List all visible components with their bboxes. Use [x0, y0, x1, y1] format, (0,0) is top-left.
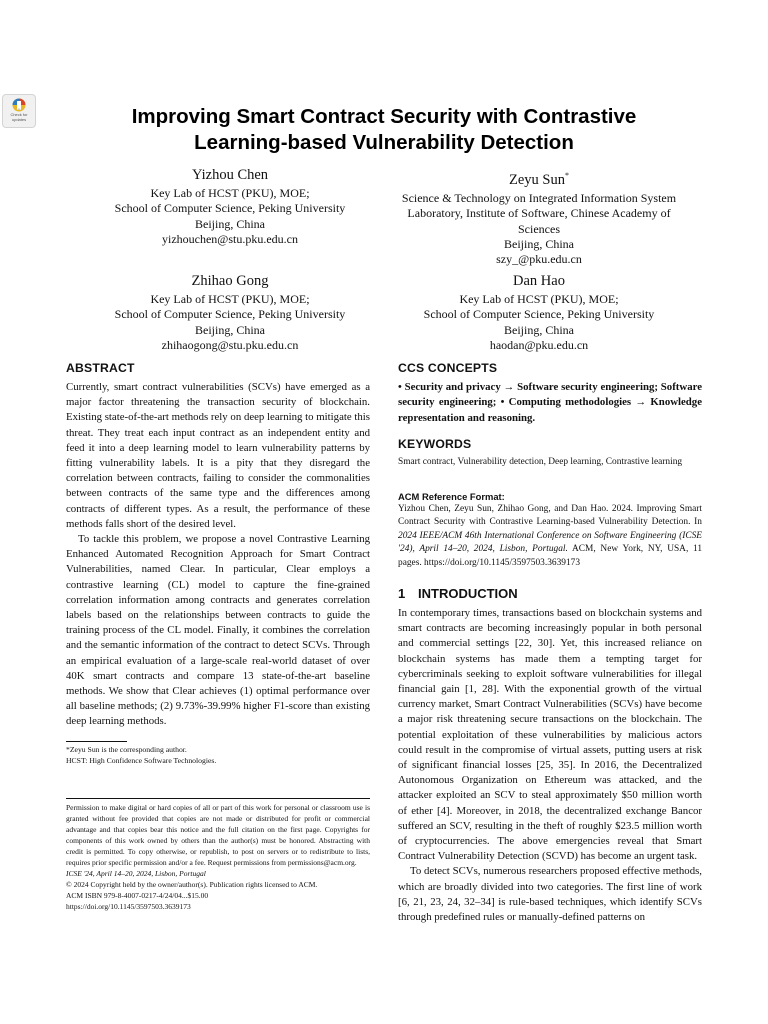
check-for-updates-badge[interactable]	[2, 94, 36, 128]
ccs-heading: CCS CONCEPTS	[398, 361, 498, 375]
acm-reference-text: Yizhou Chen, Zeyu Sun, Zhihao Gong, and Dan Hao. 2024. Improving Smart Contract Security with Contrastive Learning-based Vulnerability Detection. In 2024 IEEE/ACM 46th International Conference on Software Engineering (ICSE '24), April 14–20, 2024, Lisbon, Portugal. ACM, New York, NY, USA, 11 pages. https://doi.org/10.1145/3597503.3639173	[398, 504, 703, 568]
footnote-hcst: HCST: High Confidence Software Technologies.	[66, 756, 217, 765]
abstract-section	[66, 361, 370, 730]
author-affiliation: Key Lab of HCST (PKU), MOE;	[459, 292, 619, 306]
title-line-1: Improving Smart Contract Security with Contrastive	[131, 105, 637, 128]
author-email[interactable]: zhihaogong@stu.pku.edu.cn	[161, 338, 299, 353]
abstract-paragraph-2: To tackle this problem, we propose a novel Contrastive Learning Enhanced Automated Recognition Approach for Smart Contract Vulnerabilities, named Clear. In particular, Clear employs a contrastive learning (CL) model to capture the fine-grained correlation information among contracts and generates correlation labels based on the relationships between contracts to guide the training process of the CL model. Finally, it combines the correlation and the semantic information of the contract to detect SCVs. Through an empirical evaluation of a large-scale real-world dataset of over 40K smart contracts and compare 13 state-of-the-art baseline methods. We show that Clear achieves (1) optimal performance over all baseline methods; (2) 9.73%-39.99% higher F1-score than existing deep learning methods.	[66, 533, 370, 728]
author-name: Zhihao Gong	[191, 273, 269, 289]
author-block-1	[66, 167, 394, 248]
footnote-corresponding: *Zeyu Sun is the corresponding author.	[66, 745, 187, 754]
corresponding-mark: *	[564, 171, 569, 180]
author-name: Zeyu Sun*	[509, 171, 569, 188]
author-affiliation: Key Lab of HCST (PKU), MOE;	[150, 186, 310, 200]
keywords-section	[398, 437, 702, 469]
author-email[interactable]: szy_@pku.edu.cn	[496, 252, 582, 267]
abstract-paragraph-1: Currently, smart contract vulnerabilities (SCVs) have emerged as a major factor threatening the transaction security of blockchain. Existing state-of-the-art methods rely on deep learning to mitigate this threat. They treat each input contract as an independent entity and feed it into a deep learning model to learn vulnerability patterns by fitting vulnerability labels. It is a pity that they disregard the correlation between contracts, failing to consider the commonalities between contracts of the same type and the differences among contracts of different types. As a result, the performance of these methods falls short of the desired level.	[66, 381, 370, 530]
author-block-3	[66, 273, 394, 354]
keywords-text: Smart contract, Vulnerability detection, Deep learning, Contrastive learning	[398, 457, 683, 467]
badge-label: Check for updates	[10, 112, 28, 122]
acm-reference-section	[398, 491, 702, 570]
author-affiliation: Science & Technology on Integrated Information System	[401, 190, 677, 205]
abstract-heading: ABSTRACT	[66, 361, 135, 375]
footnotes	[66, 741, 370, 766]
author-affiliation: Sciences	[518, 221, 560, 236]
author-email[interactable]: yizhouchen@stu.pku.edu.cn	[161, 232, 299, 247]
introduction-heading: 1 INTRODUCTION	[398, 586, 518, 601]
title-line-2: Learning-based Vulnerability Detection	[194, 131, 574, 154]
author-email[interactable]: haodan@pku.edu.cn	[489, 338, 589, 353]
author-affiliation: School of Computer Science, Peking University	[114, 201, 346, 216]
author-block-2	[374, 167, 704, 268]
author-affiliation: Beijing, China	[504, 237, 574, 252]
permission-block	[66, 798, 370, 912]
permission-rule	[66, 798, 370, 799]
doi-link[interactable]: https://doi.org/10.1145/3597503.3639173	[66, 902, 191, 911]
venue-line: ICSE '24, April 14–20, 2024, Lisbon, Portugal	[66, 869, 206, 878]
bookmark-ribbon-icon	[10, 97, 28, 113]
permission-text: Permission to make digital or hard copies of all or part of this work for personal or classroom use is granted without fee provided that copies are not made or distributed for profit or commercial advantage and that copies bear this notice and the full citation on the first page. Copyrights for components of this work owned by others than the author(s) must be honored. Abstracting with credit is permitted. To copy otherwise, or republish, to post on servers or to redistribute to lists, requires prior specific permission and/or a fee. Request permissions from permissions@acm.org.	[66, 803, 370, 867]
author-affiliation: School of Computer Science, Peking University	[423, 307, 655, 322]
paper-title	[60, 104, 708, 156]
author-affiliation: School of Computer Science, Peking University	[114, 307, 346, 322]
copyright-line: © 2024 Copyright held by the owner/author(s). Publication rights licensed to ACM.	[66, 880, 318, 889]
author-block-4	[374, 273, 704, 354]
introduction-section	[398, 586, 702, 925]
introduction-paragraph-1: In contemporary times, transactions based on blockchain systems and smart contracts are becoming increasingly popular in both personal and commercial settings [22, 30]. Yet, this increased reliance on blockchain systems has made them a tempting target for cybercriminals seeking to exploit software vulnerabilities for illegal financial gain [1, 28]. With the exponential growth of the virtual currency market, Smart Contract Vulnerabilities (SCVs) have become a major risk threatening secure transactions on the blockchain. The potential exploitation of these vulnerabilities by malicious actors could result in the compromise of virtual assets, putting users at risk of significant financial losses [25, 35]. In 2016, the Decentralized Autonomous Organization on Ethereum was attacked, and the attacker exploited an SCV to steal approximately $50 million worth of ether [4]. Moreover, in 2018, the decentralized exchange Bancor suffered an SCV, resulting in the theft of roughly $23.5 million worth of cryptocurrencies. The above emergencies reveal that Smart Contract Vulnerability Detection (SCVD) has become an urgent task.	[398, 607, 702, 863]
introduction-paragraph-2: To detect SCVs, numerous researchers proposed effective methods, which are broadly divided into two categories. The first line of work [6, 21, 23, 24, 32–34] is rule-based techniques, which identify SCVs through predefined rules or manually-defined patterns on	[398, 865, 702, 924]
author-affiliation: Laboratory, Institute of Software, Chinese Academy of	[407, 206, 671, 221]
keywords-heading: KEYWORDS	[398, 437, 472, 451]
author-name: Dan Hao	[513, 273, 565, 289]
footnote-rule	[66, 741, 127, 742]
author-affiliation: Beijing, China	[504, 322, 574, 337]
isbn-line: ACM ISBN 979-8-4007-0217-4/24/04...$15.00	[66, 891, 209, 900]
acm-reference-heading: ACM Reference Format:	[398, 491, 505, 502]
ccs-text: • Security and privacy → Software security engineering; Software security engineering; • Computing methodologies → Knowledge representation and reasoning.	[398, 381, 702, 424]
author-affiliation: Beijing, China	[195, 322, 265, 337]
author-affiliation: Beijing, China	[195, 216, 265, 231]
author-affiliation: Key Lab of HCST (PKU), MOE;	[150, 292, 310, 306]
author-name: Yizhou Chen	[191, 167, 269, 183]
ccs-section	[398, 361, 702, 426]
